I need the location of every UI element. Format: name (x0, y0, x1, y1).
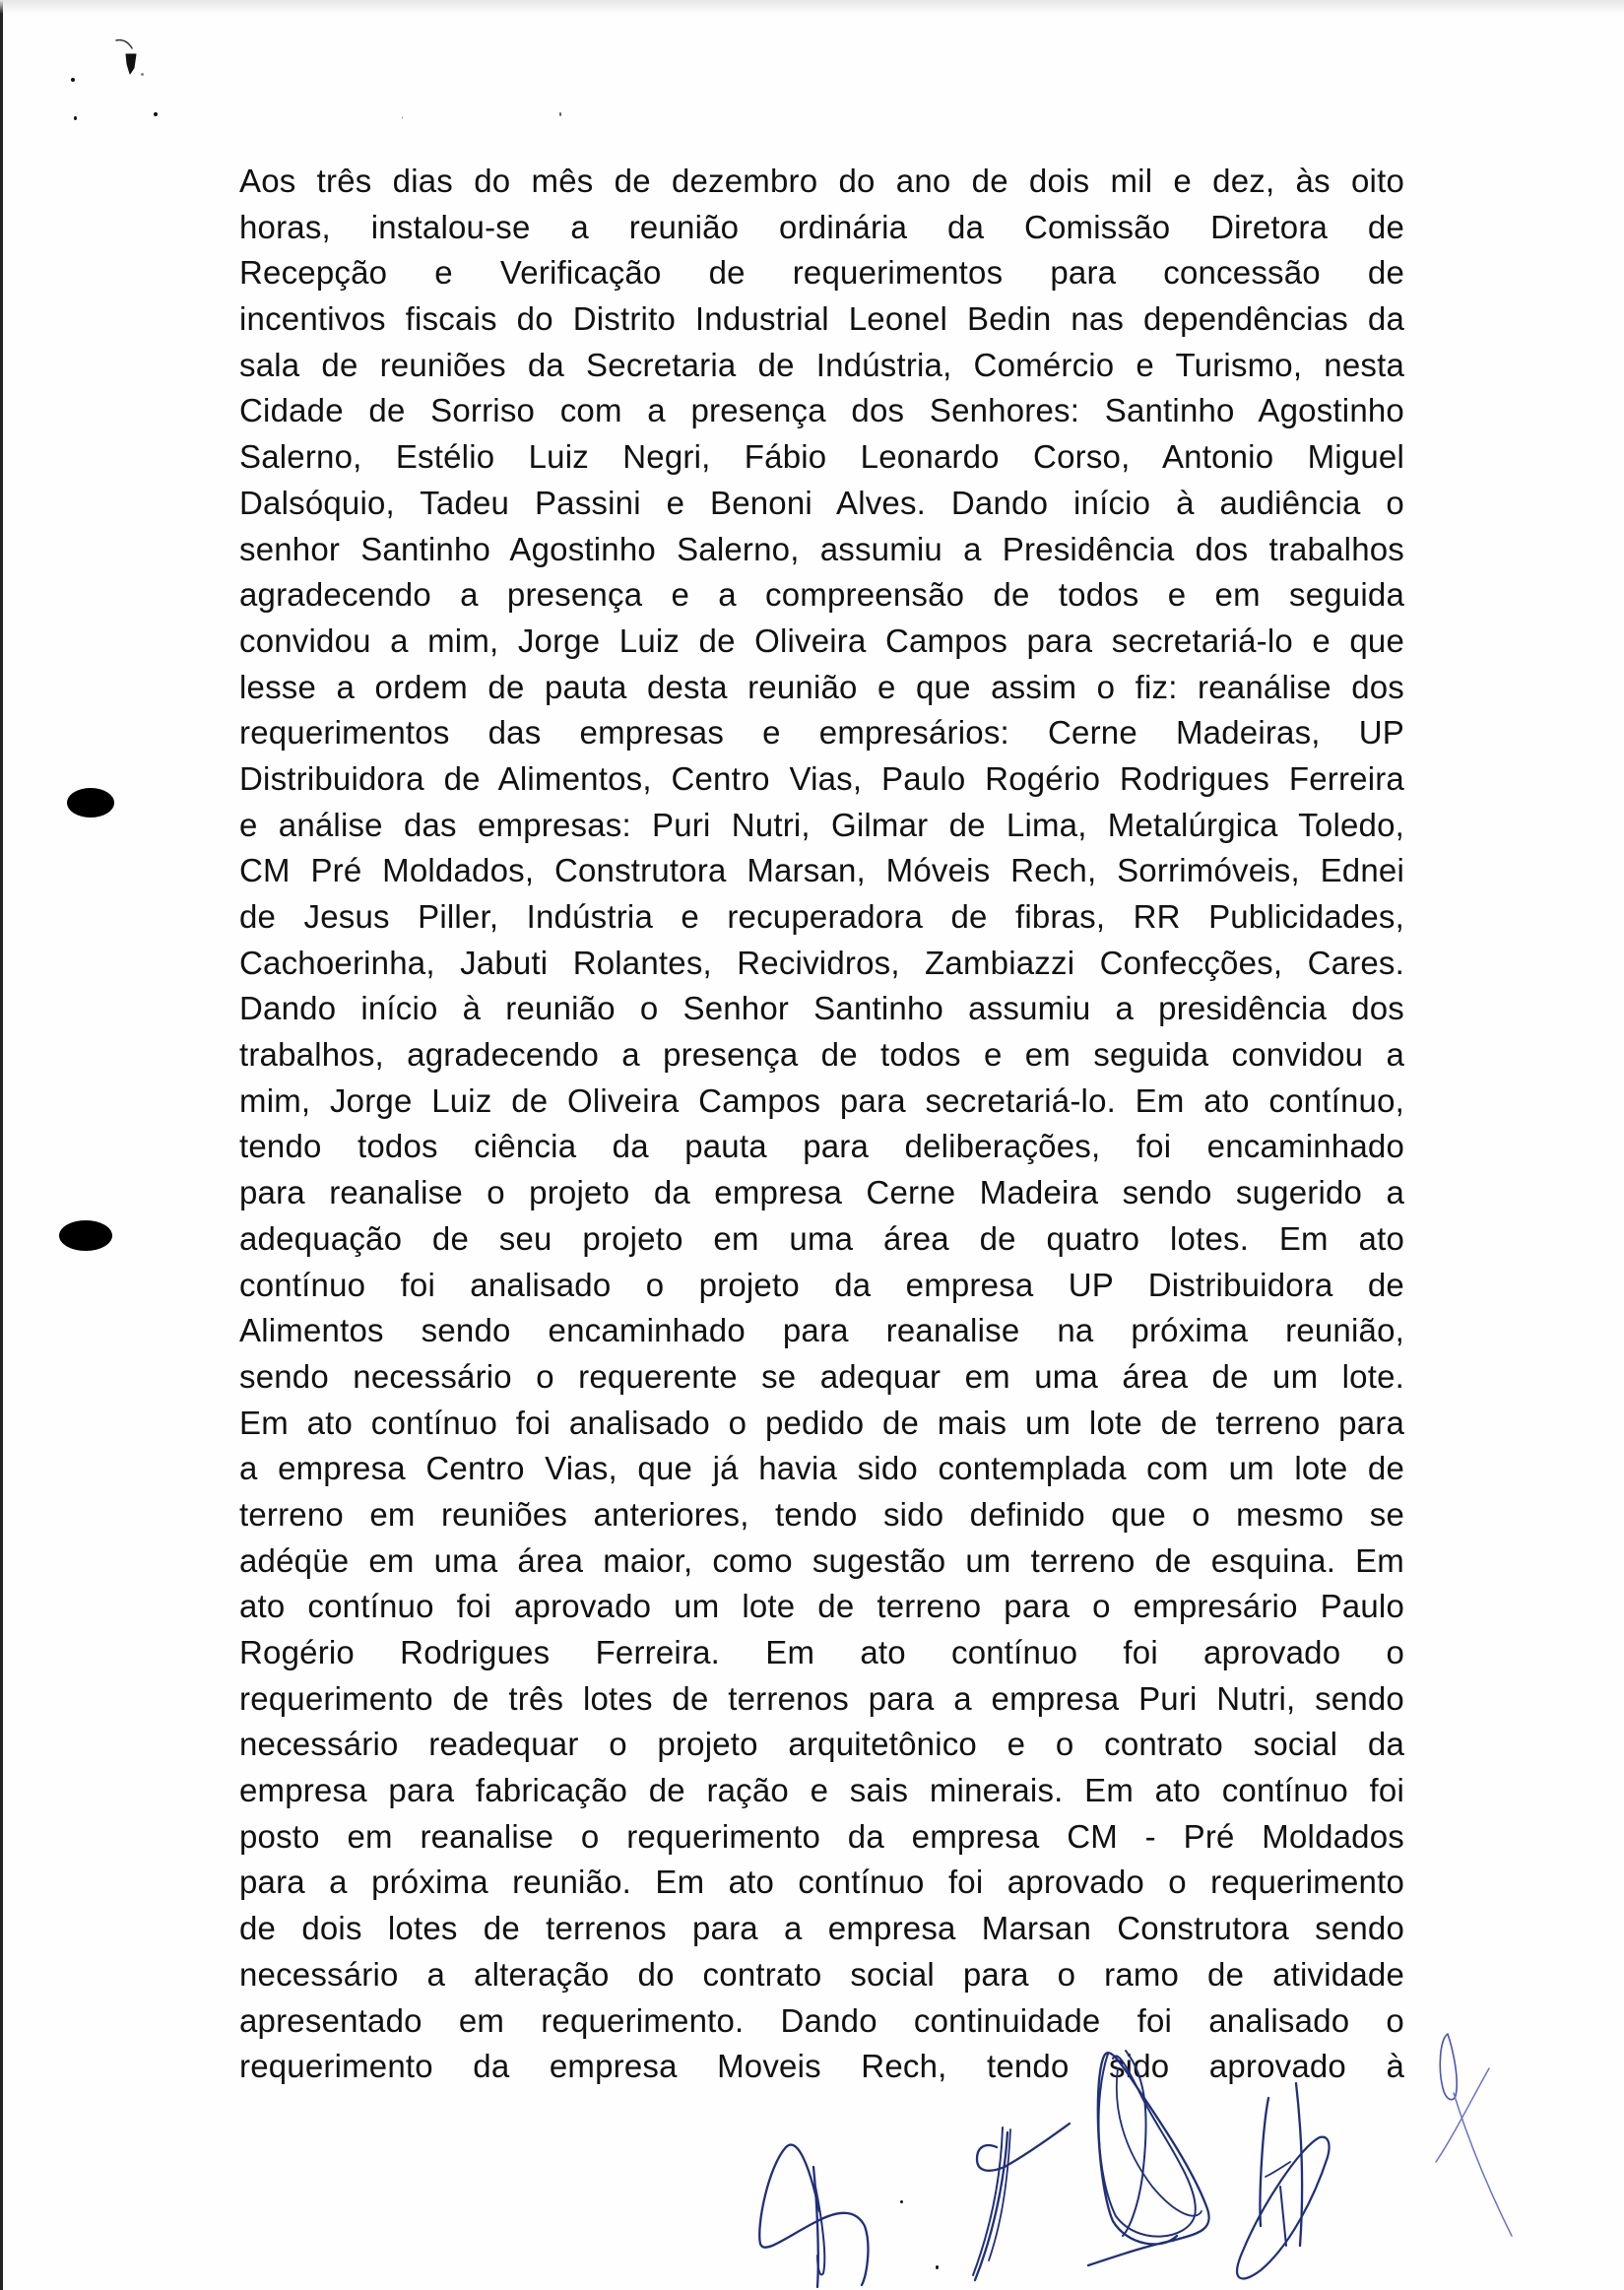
text-line: senhor Santinho Agostinho Salerno, assumiu a Presidência dos trabalhos (239, 530, 1404, 567)
text-line: Rogério Rodrigues Ferreira. Em ato contínuo foi aprovado o (239, 1634, 1404, 1670)
text-line: trabalhos, agradecendo a presença de todos e em seguida convidou a (239, 1036, 1404, 1074)
text-line: de Jesus Piller, Indústria e recuperadora de fibras, RR Publicidades, (239, 898, 1404, 935)
text-line: Cidade de Sorriso com a presença dos Senhores: Santinho Agostinho (239, 392, 1404, 429)
signature-1 (748, 2118, 896, 2290)
text-line: adéqüe em uma área maior, como sugestão um terreno de esquina. Em (239, 1541, 1404, 1579)
text-line: requerimento da empresa Moveis Rech, tendo sido aprovado à (239, 2048, 1404, 2085)
text-line: a empresa Centro Vias, que já havia sido contemplada com um lote de (239, 1450, 1404, 1487)
text-line: Dalsóquio, Tadeu Passini e Benoni Alves. Dando início à audiência o (239, 484, 1404, 521)
punch-hole (67, 788, 114, 818)
scan-speck (936, 2265, 939, 2269)
text-line: necessário readequar o projeto arquitetônico e o contrato social da (239, 1726, 1404, 1763)
text-line: requerimentos das empresas e empresários: Cerne Madeiras, UP (239, 714, 1404, 752)
text-line: para a próxima reunião. Em ato contínuo foi aprovado o requerimento (239, 1864, 1404, 1901)
text-line: Cachoerinha, Jabuti Rolantes, Recividros, Zambiazzi Confecções, Cares. (239, 944, 1404, 981)
text-line: Salerno, Estélio Luiz Negri, Fábio Leonardo Corso, Antonio Miguel (239, 438, 1404, 476)
text-line: incentivos fiscais do Distrito Industrial Leonel Bedin nas dependências da (239, 300, 1404, 338)
text-line: agradecendo a presença e a compreensão de todos e em seguida (239, 576, 1404, 614)
scan-speck (74, 116, 77, 120)
punch-hole (59, 1220, 112, 1251)
text-line: adequação de seu projeto em uma área de quatro lotes. Em ato (239, 1219, 1404, 1257)
text-line: convidou a mim, Jorge Luiz de Oliveira Campos para secretariá-lo e que (239, 622, 1404, 659)
text-line: apresentado em requerimento. Dando continuidade foi analisado o (239, 2001, 1404, 2039)
text-line: Aos três dias do mês de dezembro do ano de dois mil e dez, às oito (239, 163, 1404, 199)
scan-speck (559, 112, 561, 116)
text-line: posto em reanalise o requerimento da empresa CM - Pré Moldados (239, 1817, 1404, 1855)
scan-speck (71, 78, 75, 82)
text-line: Recepção e Verificação de requerimentos para concessão de (239, 254, 1404, 292)
text-line: Dando início à reunião o Senhor Santinho assumiu a presidência dos (239, 990, 1404, 1027)
text-line: horas, instalou-se a reunião ordinária da Comissão Diretora de (239, 208, 1404, 245)
text-line: para reanalise o projeto da empresa Cerne Madeira sendo sugerido a (239, 1174, 1404, 1211)
scan-speck (402, 116, 403, 119)
text-line: ato contínuo foi aprovado um lote de terreno para o empresário Paulo (239, 1588, 1404, 1625)
scan-edge-shadow (0, 0, 3, 2290)
text-line: lesse a ordem de pauta desta reunião e que assim o fiz: reanálise dos (239, 668, 1404, 705)
text-line: empresa para fabricação de ração e sais minerais. Em ato contínuo foi (239, 1772, 1404, 1809)
minutes-body-text (239, 159, 1404, 2090)
signature-4 (1221, 2068, 1359, 2290)
text-line: Distribuidora de Alimentos, Centro Vias, Paulo Rogério Rodrigues Ferreira (239, 759, 1404, 797)
text-line: requerimento de três lotes de terrenos para a empresa Puri Nutri, sendo (239, 1679, 1404, 1717)
text-line: de dois lotes de terrenos para a empresa Marsan Construtora sendo (239, 1910, 1404, 1947)
text-line: e análise das empresas: Puri Nutri, Gilmar de Lima, Metalúrgica Toledo, (239, 806, 1404, 843)
text-line: mim, Jorge Luiz de Oliveira Campos para secretariá-lo. Em ato contínuo, (239, 1081, 1404, 1119)
text-line: sendo necessário o requerente se adequar em uma área de um lote. (239, 1357, 1404, 1395)
text-line: necessário a alteração do contrato social para o ramo de atividade (239, 1955, 1404, 1993)
scan-speck (900, 2200, 903, 2203)
signature-3 (1069, 2039, 1226, 2275)
text-line: contínuo foi analisado o projeto da empresa UP Distribuidora de (239, 1266, 1404, 1303)
text-line: Em ato contínuo foi analisado o pedido de mais um lote de terreno para (239, 1404, 1404, 1441)
text-line: CM Pré Moldados, Construtora Marsan, Móveis Rech, Sorrimóveis, Ednei (239, 852, 1404, 889)
scan-speck (141, 73, 144, 76)
text-line: terreno em reuniões anteriores, tendo sido definido que o mesmo se (239, 1495, 1404, 1533)
signature-5 (1418, 2029, 1546, 2246)
text-line: tendo todos ciência da pauta para deliberações, foi encaminhado (239, 1128, 1404, 1165)
scan-top-shadow (0, 0, 1624, 14)
scan-speck (154, 112, 158, 116)
text-line: sala de reuniões da Secretaria de Indústria, Comércio e Turismo, nesta (239, 346, 1404, 383)
text-line: Alimentos sendo encaminhado para reanalise na próxima reunião, (239, 1312, 1404, 1349)
